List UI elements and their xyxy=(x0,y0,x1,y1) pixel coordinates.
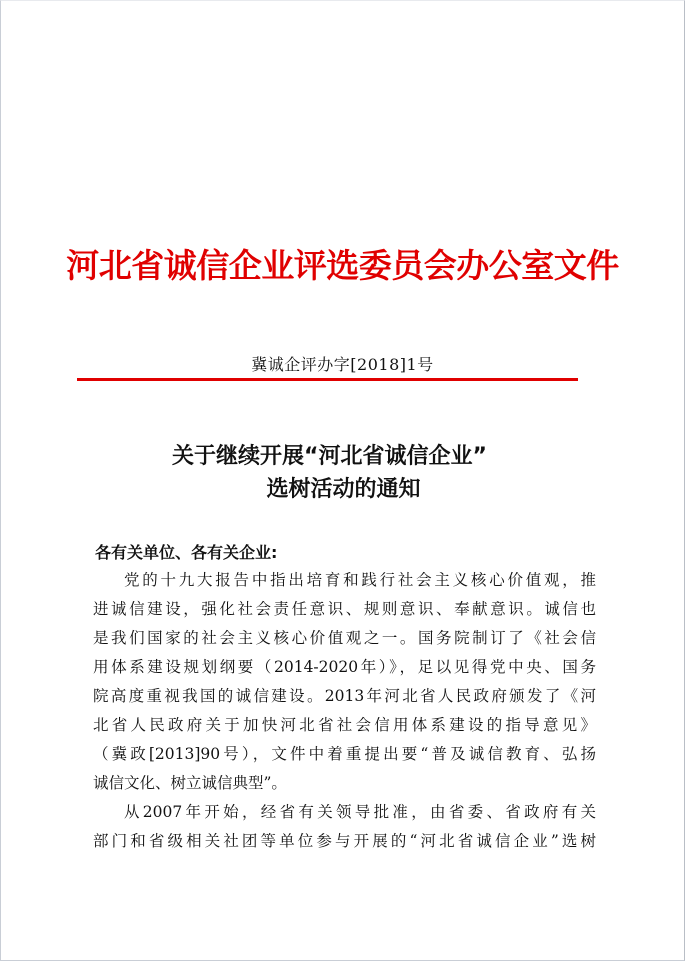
paragraph-1-line: 党的十九大报告中指出培育和践行社会主义核心价值观，推 xyxy=(124,571,596,589)
paragraph-2-line: 从2007年开始，经省有关领导批准，由省委、省政府有关 xyxy=(124,803,596,821)
title-line-1: 关于继续开展“河北省诚信企业” xyxy=(172,444,487,469)
red-divider-line xyxy=(77,378,578,381)
paragraph-1-line: 进诚信建设，强化社会责任意识、规则意识、奉献意识。诚信也 xyxy=(93,600,596,618)
paragraph-1-line: 北省人民政府关于加快河北省社会信用体系建设的指导意见》 xyxy=(93,716,596,734)
paragraph-1-line: 是我们国家的社会主义核心价值观之一。国务院制订了《社会信 xyxy=(93,629,596,647)
issuer-header: 河北省诚信企业评选委员会办公室文件 xyxy=(66,246,619,285)
body-text xyxy=(93,566,596,856)
document-number: 冀诚企评办字[2018]1号 xyxy=(251,355,434,374)
paragraph-1-line: 诚信文化、树立诚信典型”。 xyxy=(93,774,287,792)
salutation: 各有关单位、各有关企业: xyxy=(95,543,278,562)
paragraph-1-line: 用体系建设规划纲要（2014-2020年）》，足以见得党中央、国务 xyxy=(93,658,596,676)
document-title xyxy=(0,440,685,506)
paragraph-1-line: （冀政[2013]90号），文件中着重提出要“普及诚信教育、弘扬 xyxy=(93,745,596,763)
title-line-2: 选树活动的通知 xyxy=(266,477,421,502)
paragraph-2-line: 部门和省级相关社团等单位参与开展的“河北省诚信企业”选树 xyxy=(93,832,596,850)
paragraph-1-line: 院高度重视我国的诚信建设。2013年河北省人民政府颁发了《河 xyxy=(93,687,596,705)
